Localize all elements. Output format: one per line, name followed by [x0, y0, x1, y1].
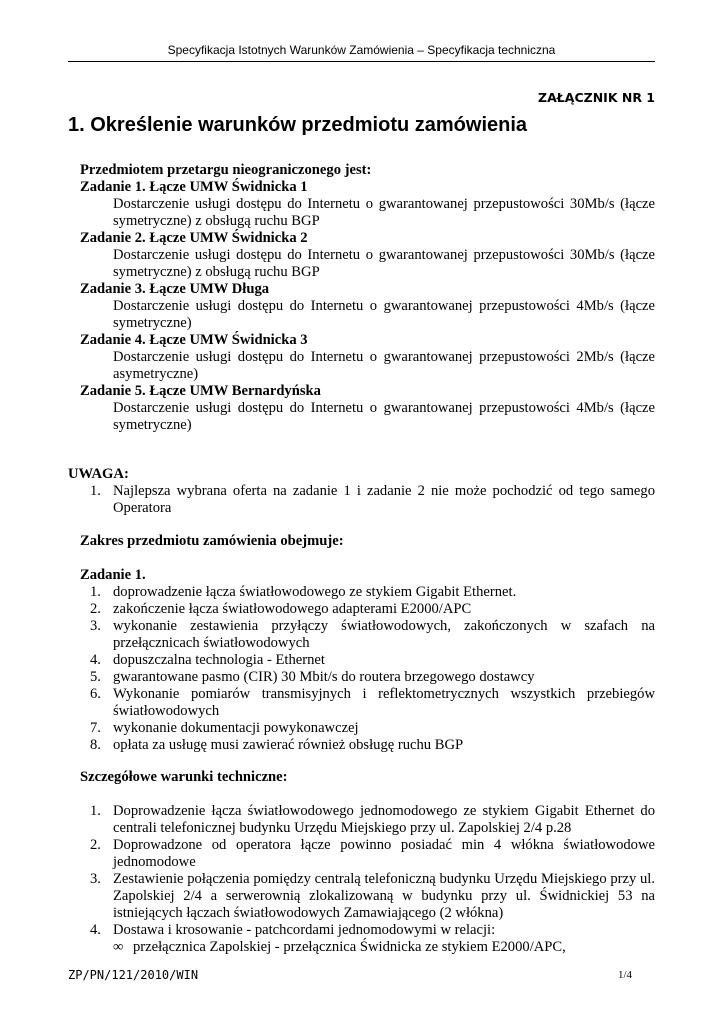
- task-desc: Dostarczenie usługi dostępu do Internetu o gwarantowanej przepustowości 2Mb/s (łącze asymetryczne): [113, 349, 655, 382]
- list-item: [80, 584, 655, 601]
- item-text: Zestawienie połączenia pomiędzy centralą telefoniczną budynku Urzędu Miejskiego przy ul. Zapolskiej 2/4 a serwerownią zlokalizowaną w budynku przy ul. Świdnickiej 53 na istniejących łączach światłowodowych Zamawiającego (2 włókna): [113, 871, 655, 921]
- item-number: 1.: [90, 803, 101, 819]
- page-header: Specyfikacja Istotnych Warunków Zamówienia – Specyfikacja techniczna: [167, 43, 556, 57]
- tech-heading: Szczegółowe warunki techniczne:: [80, 769, 288, 785]
- tech-list: [80, 803, 655, 939]
- item-number: 1.: [90, 584, 101, 600]
- task-desc: Dostarczenie usługi dostępu do Internetu o gwarantowanej przepustowości 30Mb/s (łącze symetryczne) z obsługą ruchu BGP: [113, 196, 655, 229]
- list-item: [80, 601, 655, 618]
- task-item: [80, 179, 655, 230]
- item-text: Doprowadzone od operatora łącze powinno posiadać min 4 włókna światłowodowe jednomodowe: [113, 837, 655, 870]
- item-number: 2.: [90, 837, 101, 853]
- item-text: Doprowadzenie łącza światłowodowego jednomodowego ze stykiem Gigabit Ethernet do centrali telefonicznej budynku Urzędu Miejskiego przy ul. Zapolskiej 2/4 p.28: [113, 803, 655, 836]
- tech-sub-item: [80, 939, 655, 956]
- section-title: 1. Określenie warunków przedmiotu zamówienia: [68, 114, 528, 136]
- item-number: 5.: [90, 669, 101, 685]
- list-item: [80, 871, 655, 922]
- item-number: 2.: [90, 601, 101, 617]
- list-item: [80, 652, 655, 669]
- item-number: 4.: [90, 922, 101, 938]
- page-number: 1/4: [617, 969, 632, 981]
- annex-label: ZAŁĄCZNIK NR 1: [538, 90, 655, 105]
- task-item: [80, 383, 655, 434]
- list-item: [80, 618, 655, 652]
- list-item: [80, 737, 655, 754]
- task-name: Zadanie 4. Łącze UMW Świdnicka 3: [80, 332, 308, 348]
- list-item: [80, 803, 655, 837]
- header-rule: [68, 61, 655, 62]
- scope-task: Zadanie 1.: [80, 567, 146, 583]
- scope-list: [80, 584, 655, 754]
- item-number: 3.: [90, 618, 101, 634]
- item-number: 1.: [90, 483, 101, 499]
- item-text: dopuszczalna technologia - Ethernet: [113, 652, 325, 668]
- list-item: [80, 922, 655, 939]
- list-item: [80, 720, 655, 737]
- footer-code: ZP/PN/121/2010/WIN: [68, 968, 199, 982]
- task-name: Zadanie 1. Łącze UMW Świdnicka 1: [80, 179, 308, 195]
- task-desc: Dostarczenie usługi dostępu do Internetu o gwarantowanej przepustowości 4Mb/s (łącze symetryczne): [113, 298, 655, 331]
- note-heading: UWAGA:: [68, 466, 129, 482]
- task-name: Zadanie 2. Łącze UMW Świdnicka 2: [80, 230, 308, 246]
- item-text: zakończenie łącza światłowodowego adapterami E2000/APC: [113, 601, 472, 617]
- item-number: 4.: [90, 652, 101, 668]
- task-item: [80, 332, 655, 383]
- list-item: [80, 669, 655, 686]
- note-item: [80, 483, 655, 517]
- item-text: Najlepsza wybrana oferta na zadanie 1 i zadanie 2 nie może pochodzić od tego samego Operatora: [113, 483, 655, 516]
- item-text: doprowadzenie łącza światłowodowego ze stykiem Gigabit Ethernet.: [113, 584, 517, 600]
- task-item: [80, 230, 655, 281]
- intro-heading: Przedmiotem przetargu nieograniczonego jest:: [80, 162, 372, 178]
- item-text: Wykonanie pomiarów transmisyjnych i reflektometrycznych wszystkich przebiegów światłowodowych: [113, 686, 655, 719]
- task-desc: Dostarczenie usługi dostępu do Internetu o gwarantowanej przepustowości 4Mb/s (łącze symetryczne): [113, 400, 655, 433]
- task-name: Zadanie 3. Łącze UMW Długa: [80, 281, 270, 297]
- item-text: Dostawa i krosowanie - patchcordami jednomodowymi w relacji:: [113, 922, 496, 938]
- document-body: [68, 162, 655, 956]
- item-text: gwarantowane pasmo (CIR) 30 Mbit/s do routera brzegowego dostawcy: [113, 669, 535, 685]
- list-item: [80, 686, 655, 720]
- item-number: 3.: [90, 871, 101, 887]
- item-number: 8.: [90, 737, 101, 753]
- list-item: [80, 837, 655, 871]
- task-list: [80, 179, 655, 434]
- task-name: Zadanie 5. Łącze UMW Bernardyńska: [80, 383, 321, 399]
- task-item: [80, 281, 655, 332]
- item-number: 7.: [90, 720, 101, 736]
- item-text: opłata za usługę musi zawierać również obsługę ruchu BGP: [113, 737, 464, 753]
- item-text: przełącznica Zapolskiej - przełącznica Świdnicka ze stykiem E2000/APC,: [133, 939, 566, 955]
- item-number: 6.: [90, 686, 101, 702]
- item-text: wykonanie zestawienia przyłączy światłowodowych, zakończonych w szafach na przełącznicach światłowodowych: [113, 618, 655, 651]
- scope-heading: Zakres przedmiotu zamówienia obejmuje:: [80, 533, 344, 549]
- infinity-bullet-icon: ∞: [113, 939, 124, 955]
- item-text: wykonanie dokumentacji powykonawczej: [113, 720, 359, 736]
- note-list: [80, 483, 655, 517]
- task-desc: Dostarczenie usługi dostępu do Internetu o gwarantowanej przepustowości 30Mb/s (łącze symetryczne) z obsługą ruchu BGP: [113, 247, 655, 280]
